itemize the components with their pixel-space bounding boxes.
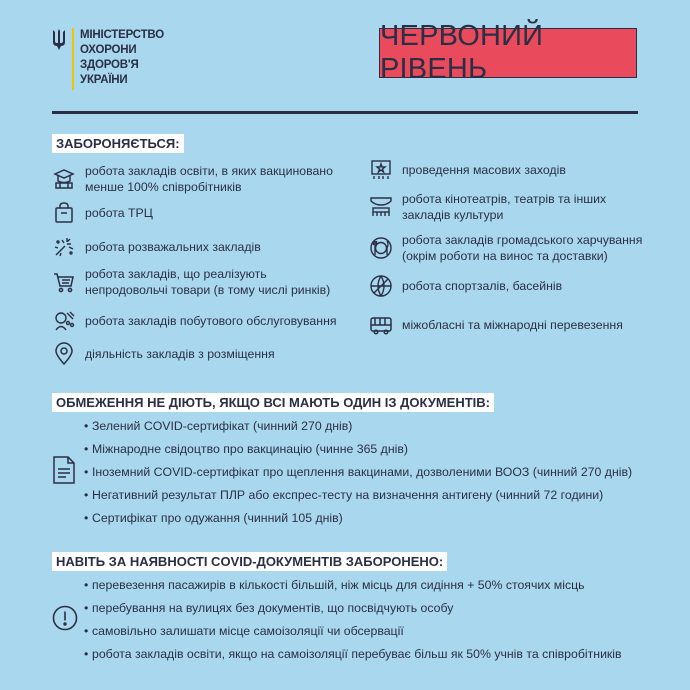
red-level-badge: ЧЕРВОНИЙ РІВЕНЬ <box>379 28 637 78</box>
list-item: • перебування на вулицях без документів, що посвідчують особу <box>84 601 454 615</box>
stage-icon <box>369 158 393 182</box>
exceptions-heading: ОБМЕЖЕННЯ НЕ ДІЮТЬ, ЯКЩО ВСІ МАЮТЬ ОДИН ІЗ ДОКУМЕНТІВ: <box>52 393 494 412</box>
dining-icon <box>369 236 393 260</box>
item-text: робота закладів побутового обслуговування <box>85 314 337 328</box>
item-text: перебування на вулицях без документів, що посвідчують особу <box>92 601 454 615</box>
ministry-line: УКРАЇНИ <box>80 74 128 86</box>
item-text: Негативний результат ПЛР або експрес-тесту на визначення антигену (чинний 72 години) <box>92 488 604 502</box>
ministry-logo <box>52 28 164 90</box>
list-item <box>52 309 352 333</box>
item-text: робота кінотеатрів, театрів та інших закладів культури <box>402 192 607 222</box>
list-item: • самовільно залишати місце самоізоляції чи обсервації <box>84 624 404 638</box>
warning-icon <box>52 605 78 631</box>
item-text: робота закладів громадського харчування (окрім роботи на винос та доставки) <box>402 233 643 263</box>
item-text: Міжнародне свідоцтво про вакцинацію (чинне 365 днів) <box>92 442 409 456</box>
list-item <box>52 342 352 366</box>
bus-icon <box>369 313 393 337</box>
item-text: робота розважальних закладів <box>85 240 261 254</box>
ministry-line: ЗДОРОВ'Я <box>80 59 139 71</box>
ministry-line: ОХОРОНИ <box>80 44 137 56</box>
item-text: діяльність закладів з розміщення <box>85 347 275 361</box>
list-item: • Іноземний COVID-сертифікат про щеплення вакцинами, дозволеними ВООЗ (чинний 270 днів) <box>84 465 633 479</box>
item-text: робота закладів, що реалізують непродовольчі товари (в тому числі ринків) <box>85 267 331 297</box>
item-text: проведення масових заходів <box>402 163 566 177</box>
hairdresser-icon <box>52 309 76 333</box>
header-divider <box>52 111 638 114</box>
list-item <box>369 158 659 182</box>
trident-icon <box>52 28 66 52</box>
location-pin-icon <box>52 342 76 366</box>
school-icon <box>52 167 76 191</box>
sports-icon <box>369 274 393 298</box>
shopping-bag-icon <box>52 201 76 225</box>
list-item: • робота закладів освіти, якщо на самоізоляції перебуває більш як 50% учнів та співробітників <box>84 647 622 661</box>
document-icon <box>52 455 76 485</box>
list-item <box>52 201 352 225</box>
ministry-name <box>80 28 164 88</box>
fireworks-icon <box>52 235 76 259</box>
item-text: робота закладів освіти, в яких вакциновано менше 100% співробітників <box>85 164 333 194</box>
forbidden-list <box>84 577 622 669</box>
list-item <box>369 191 659 223</box>
prohibited-heading: ЗАБОРОНЯЄТЬСЯ: <box>52 134 184 153</box>
item-text: робота спортзалів, басейнів <box>402 279 563 293</box>
item-text: Сертифікат про одужання (чинний 105 днів) <box>92 511 343 525</box>
logo-bar <box>72 28 74 90</box>
list-item <box>52 235 352 259</box>
list-item <box>52 266 352 298</box>
documents-list <box>84 418 632 533</box>
forbidden-heading: НАВІТЬ ЗА НАЯВНОСТІ COVID-ДОКУМЕНТІВ ЗАБОРОНЕНО: <box>52 552 447 571</box>
list-item: • Сертифікат про одужання (чинний 105 днів) <box>84 511 343 525</box>
cart-icon <box>52 270 76 294</box>
list-item: • Міжнародне свідоцтво про вакцинацію (чинне 365 днів) <box>84 442 409 456</box>
item-text: робота закладів освіти, якщо на самоізоляції перебуває більш як 50% учнів та співробітників <box>92 647 622 661</box>
item-text: самовільно залишати місце самоізоляції чи обсервації <box>92 624 404 638</box>
item-text: міжобласні та міжнародні перевезення <box>402 318 623 332</box>
list-item <box>369 274 659 298</box>
item-text: Зелений COVID-сертифікат (чинний 270 днів) <box>92 419 353 433</box>
list-item <box>52 163 352 195</box>
theater-icon <box>369 195 393 219</box>
list-item: • перевезення пасажирів в кількості більшій, ніж місць для сидіння + 50% стоячих місць <box>84 578 585 592</box>
ministry-line: МІНІСТЕРСТВО <box>80 29 164 41</box>
item-text: робота ТРЦ <box>85 206 153 220</box>
list-item <box>369 232 669 264</box>
list-item: • Негативний результат ПЛР або експрес-тесту на визначення антигену (чинний 72 години) <box>84 488 604 502</box>
item-text: перевезення пасажирів в кількості більшій, ніж місць для сидіння + 50% стоячих місць <box>92 578 585 592</box>
item-text: Іноземний COVID-сертифікат про щеплення вакцинами, дозволеними ВООЗ (чинний 270 днів) <box>92 465 633 479</box>
list-item <box>369 313 669 337</box>
list-item: • Зелений COVID-сертифікат (чинний 270 днів) <box>84 419 353 433</box>
